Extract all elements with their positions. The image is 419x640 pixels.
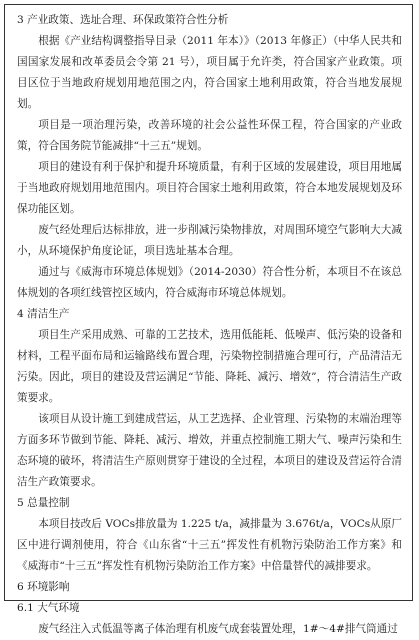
subsection-heading-atmosphere: 6.1 大气环境 (17, 602, 80, 614)
paragraph-public-welfare: 项目是一项治理污染，改善环境的社会公益性环保工程，符合国家的产业政策，符合国务院节能减排“十三五”规划。 (17, 119, 402, 152)
section-heading-environmental-impact: 6 环境影响 (17, 581, 70, 593)
paragraph-clean-technology: 项目生产采用成熟、可靠的工艺技术，选用低能耗、低噪声、低污染的设备和材料，工程平面布局和运输路线布置合理，污染物控制措施合理可行，产品清洁无污染。因此，项目的建设及营运满足“节能、降耗、减污、增效”，符合清洁生产政策要求。 (17, 329, 402, 404)
paragraph-clean-process: 该项目从设计施工到建成营运，从工艺选择、企业管理、污染物的末端治理等方面多环节做到节能、降耗、减污、增效，并重点控制施工期大气、噪声污染和生态环境的破坏，将清洁生产原则贯穿于建设的全过程，本项目的建设及营运符合清洁生产政策要求。 (17, 413, 402, 488)
section-heading-clean-production: 4 清洁生产 (17, 308, 70, 320)
paragraph-weihai-plan: 通过与《威海市环境总体规划》（2014-2030）符合性分析，本项目不在该总体规划的各项红线管控区域内，符合威海市环境总体规划。 (17, 266, 402, 299)
section-heading-total-control: 5 总量控制 (17, 497, 70, 509)
document-body (5, 5, 412, 640)
document-page (4, 4, 413, 635)
paragraph-exhaust-siting: 废气经处理后达标排放，进一步削减污染物排放，对周围环境空气影响大大减小，从环境保护角度论证，项目选址基本合理。 (17, 224, 402, 257)
paragraph-exhaust-treatment: 废气经注入式低温等离子体治理有机废气成套装置处理，1#～4#排气筒通过 (38, 623, 398, 635)
section-heading-industry-policy: 3 产业政策、选址合理、环保政策符合性分析 (17, 14, 229, 26)
paragraph-land-use: 项目的建设有利于保护和提升环境质量，有利于区域的发展建设，项目用地属于当地政府规划用地范围内。项目符合国家土地利用政策，符合本地发展规划及环保功能区划。 (17, 161, 402, 215)
paragraph-voc-emission: 本项目技改后 VOCs排放量为 1.225 t/a，减排量为 3.676t/a，VOCs从原厂区中进行调剂使用，符合《山东省“十三五”挥发性有机物污染防治工作方案》和《威海市“十三五”挥发性有机物污染防治工作方案》中倍量替代的减排要求。 (17, 518, 402, 572)
paragraph-policy-catalog: 根据《产业结构调整指导目录（2011 年本）》（2013 年修正）（中华人民共和国国家发展和改革委员会令第 21 号），项目属于允许类，符合国家产业政策。项目区位于当地政府规划用地范围之内，符合国家土地利用政策，符合当地发展规划。 (17, 35, 402, 110)
